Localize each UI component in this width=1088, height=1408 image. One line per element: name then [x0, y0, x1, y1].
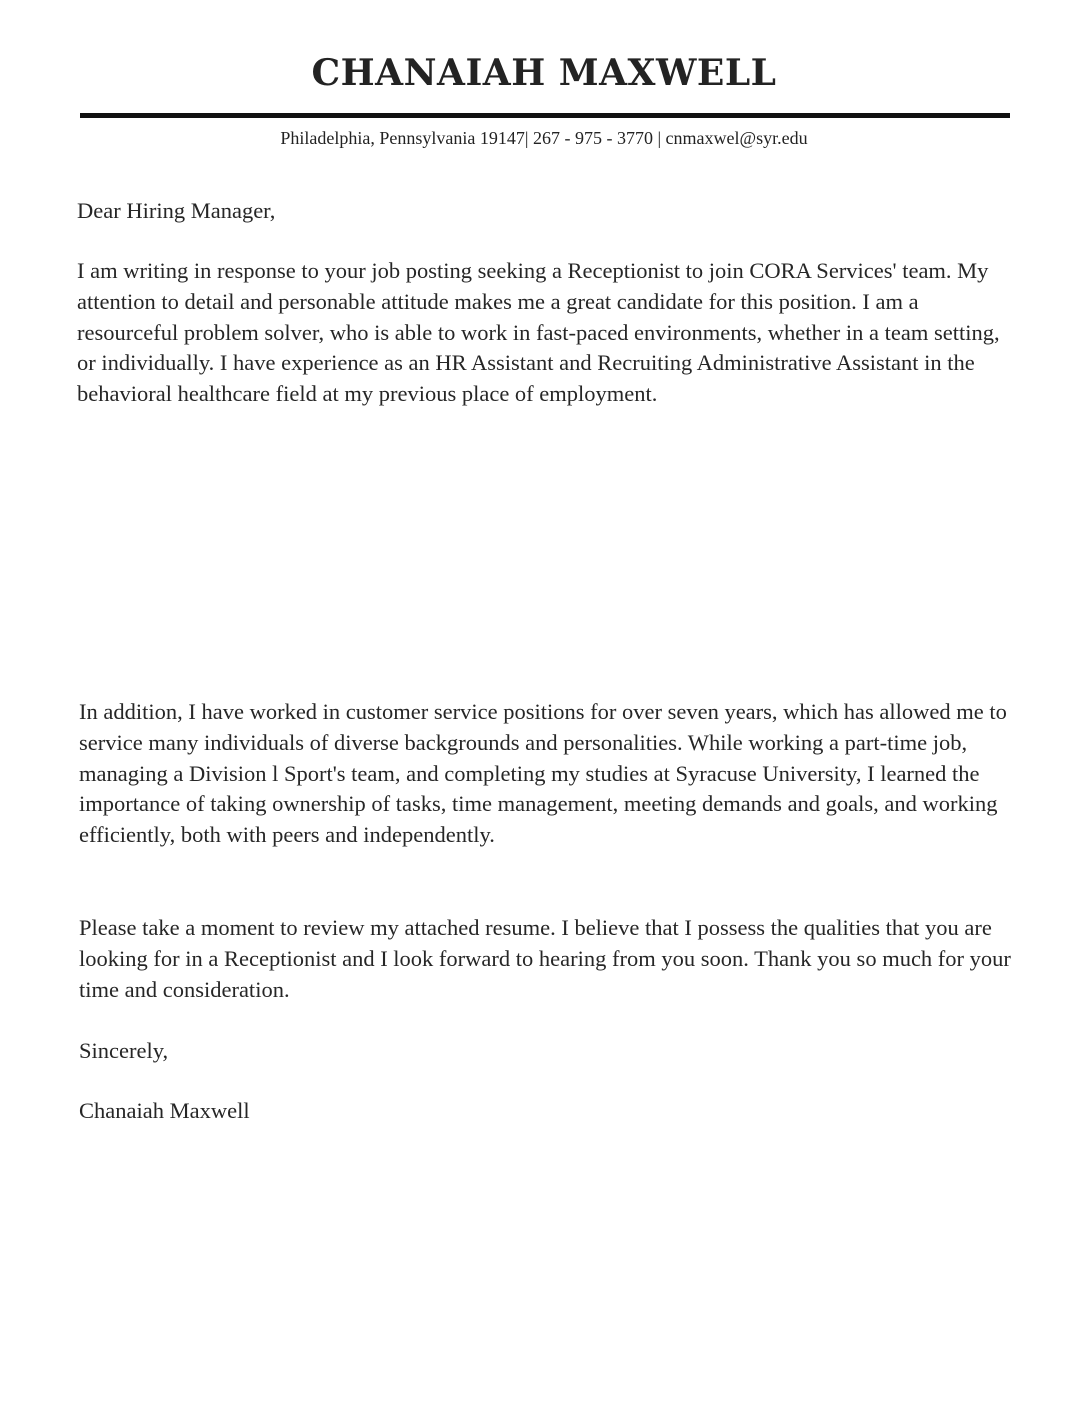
closing: Sincerely, [79, 1038, 169, 1063]
body-paragraph-1: I am writing in response to your job posting seeking a Receptionist to join CORA Services' team. My attention to detail and personable attitude makes me a great candidate for this position. I am a resourceful problem solver, who is able to work in fast-paced environments, whether in a team setting, or individually. I have experience as an HR Assistant and Recruiting Administrative Assistant in the behavioral healthcare field at my previous place of employment. [77, 258, 1000, 407]
salutation: Dear Hiring Manager, [77, 198, 276, 223]
body-paragraph-2: In addition, I have worked in customer service positions for over seven years, which has allowed me to service many individuals of diverse backgrounds and personalities. While working a part-time job, managing a Division l Sport's team, and completing my studies at Syracuse University, I learned the importance of taking ownership of tasks, time management, meeting demands and goals, and working efficiently, both with peers and independently. [79, 699, 1007, 848]
applicant-name: CHANAIAH MAXWELL [311, 52, 777, 94]
body-paragraph-3: Please take a moment to review my attached resume. I believe that I possess the qualities that you are looking for in a Receptionist and I look forward to hearing from you soon. Thank you so much for your time and consideration. [79, 915, 1011, 1002]
header-divider [80, 113, 1010, 118]
signature: Chanaiah Maxwell [79, 1098, 250, 1123]
contact-info: Philadelphia, Pennsylvania 19147| 267 - 975 - 3770 | cnmaxwel@syr.edu [280, 128, 808, 148]
